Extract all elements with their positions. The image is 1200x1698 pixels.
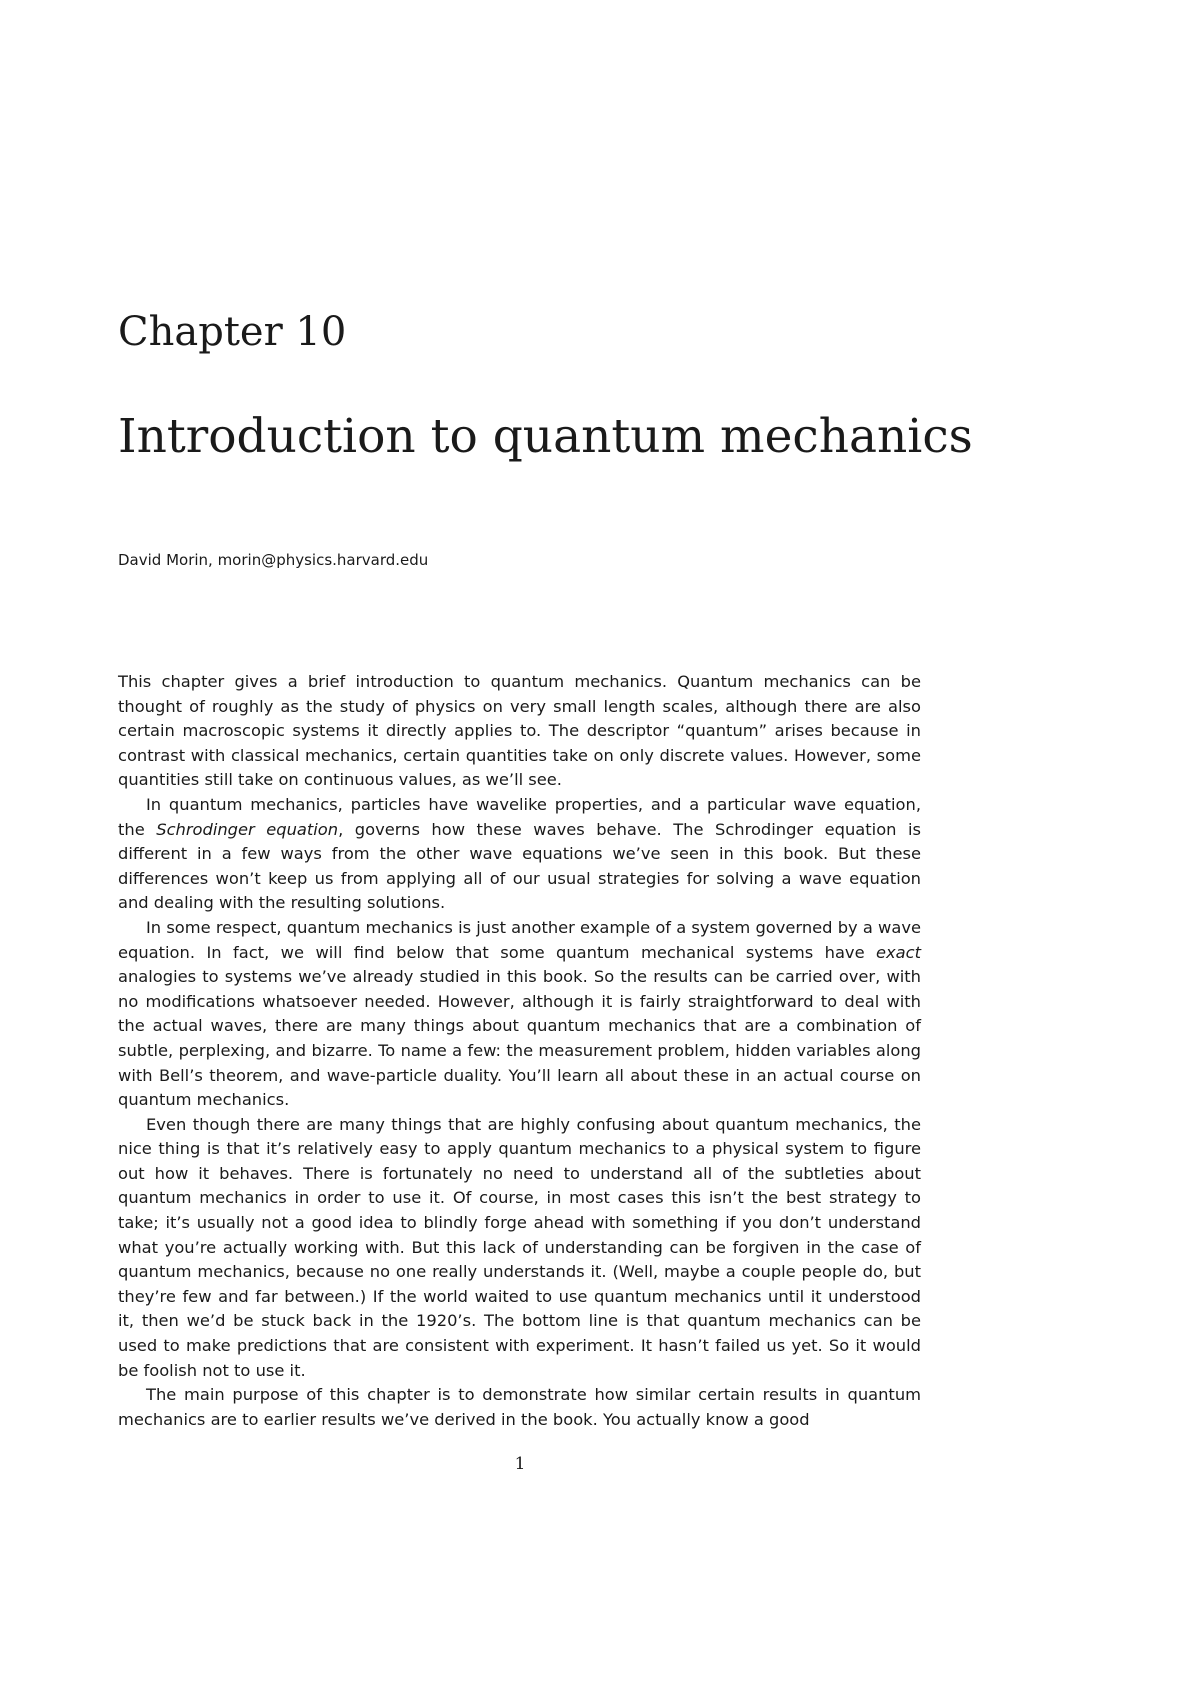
paragraph-2-text-a: In quantum mechanics, particles have wavelike properties, and a particular wave equation, the xyxy=(118,794,921,839)
chapter-label: Chapter 10 xyxy=(118,309,347,355)
paragraph-2 xyxy=(118,793,921,916)
paragraph-3-text-a: In some respect, quantum mechanics is just another example of a system governed by a wave equation. In fact, we will find below that some quantum mechanical systems have xyxy=(118,917,921,962)
chapter-title: Introduction to quantum mechanics xyxy=(118,409,973,464)
author-line: David Morin, morin@physics.harvard.edu xyxy=(118,551,429,569)
body-text xyxy=(118,670,921,1432)
paragraph-2-text-b: , governs how these waves behave. The Schrodinger equation is different in a few ways from the other wave equations we’ve seen in this book. But these differences won’t keep us from applying all of our usual strategies for solving a wave equation and dealing with the resulting solutions. xyxy=(118,819,921,913)
paragraph-4: Even though there are many things that are highly confusing about quantum mechanics, the nice thing is that it’s relatively easy to apply quantum mechanics to a physical system to figure out how it behaves. There is fortunately no need to understand all of the subtleties about quantum mechanics in order to use it. Of course, in most cases this isn’t the best strategy to take; it’s usually not a good idea to blindly forge ahead with something if you don’t understand what you’re actually working with. But this lack of understanding can be forgiven in the case of quantum mechanics, because no one really understands it. (Well, maybe a couple people do, but they’re few and far between.) If the world waited to use quantum mechanics until it understood it, then we’d be stuck back in the 1920’s. The bottom line is that quantum mechanics can be used to make predictions that are consistent with experiment. It hasn’t failed us yet. So it would be foolish not to use it. xyxy=(118,1114,921,1380)
paragraph-5: The main purpose of this chapter is to demonstrate how similar certain results in quantum mechanics are to earlier results we’ve derived in the book. You actually know a good xyxy=(118,1385,921,1429)
paragraph-3-emphasis: exact xyxy=(876,942,921,962)
paragraph-2-emphasis: Schrodinger equation xyxy=(156,819,339,839)
paragraph-3-text-b: analogies to systems we’ve already studied in this book. So the results can be carried over, with no modifications whatsoever needed. However, although it is fairly straightforward to deal with the actual waves, there are many things about quantum mechanics that are a combination of subtle, perplexing, and bizarre. To name a few: the measurement problem, hidden variables along with Bell’s theorem, and wave-particle duality. You’ll learn all about these in an actual course on quantum mechanics. xyxy=(118,967,921,1110)
page-number: 1 xyxy=(514,1454,526,1474)
paragraph-3 xyxy=(118,916,921,1113)
paragraph-1: This chapter gives a brief introduction to quantum mechanics. Quantum mechanics can be thought of roughly as the study of physics on very small length scales, although there are also certain macroscopic systems it directly applies to. The descriptor “quantum” arises because in contrast with classical mechanics, certain quantities take on only discrete values. However, some quantities still take on continuous values, as we’ll see. xyxy=(118,672,921,790)
